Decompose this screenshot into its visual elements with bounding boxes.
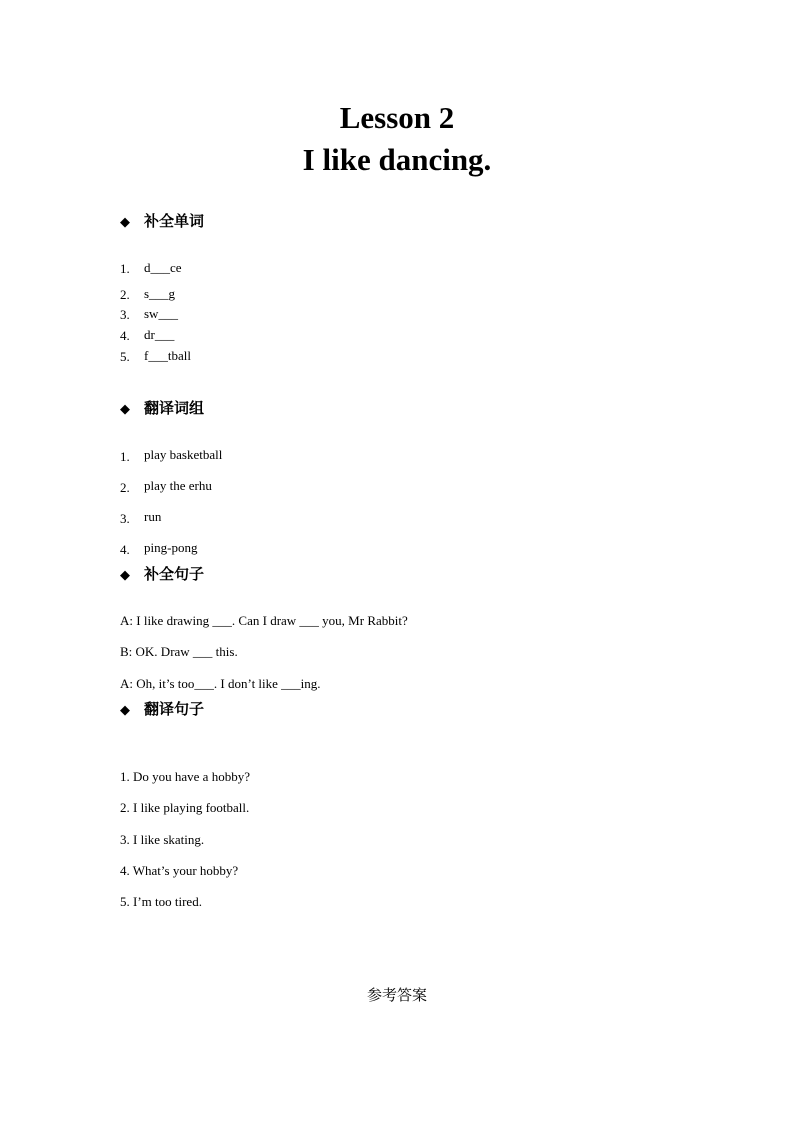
list-item-number: 3. (120, 511, 130, 526)
section-heading-translate-sentences: ◆ 翻译句子 (120, 699, 204, 721)
diamond-bullet-icon: ◆ (120, 568, 130, 583)
list-item-number: 5. (120, 349, 130, 364)
lesson-subtitle: I like dancing. (302, 142, 492, 177)
list-item-number: 4. (120, 542, 130, 557)
sentence-item: 5. I’m too tired. (120, 894, 202, 909)
answers-heading: 参考答案 (366, 986, 427, 1004)
list-item: run (144, 509, 162, 524)
list-item: d___ce (144, 260, 182, 275)
sentence-item: 2. I like playing football. (120, 800, 250, 815)
list-item: play basketball (144, 447, 223, 462)
list-item: s___g (144, 286, 176, 301)
list-item-number: 2. (120, 480, 130, 495)
dialogue-line: A: Oh, it’s too___. I don’t like ___ing. (120, 676, 321, 691)
list-item: play the erhu (144, 478, 212, 493)
list-item: ping-pong (144, 540, 198, 555)
diamond-bullet-icon: ◆ (120, 402, 130, 417)
list-item-number: 1. (120, 449, 130, 464)
diamond-bullet-icon: ◆ (120, 215, 130, 230)
list-item-number: 1. (120, 261, 130, 276)
list-item-number: 2. (120, 287, 130, 302)
dialogue-line: A: I like drawing ___. Can I draw ___ you, Mr Rabbit? (120, 613, 408, 628)
list-item: dr___ (144, 327, 175, 342)
section-heading-complete-sentences: ◆ 补全句子 (120, 564, 204, 586)
dialogue-line: B: OK. Draw ___ this. (120, 644, 238, 659)
sentence-item: 3. I like skating. (120, 832, 205, 847)
list-item-number: 4. (120, 328, 130, 343)
sentence-item: 4. What’s your hobby? (120, 863, 239, 878)
lesson-title: Lesson 2 (339, 100, 455, 135)
section-heading-complete-words: ◆ 补全单词 (120, 211, 204, 233)
diamond-bullet-icon: ◆ (120, 703, 130, 718)
sentence-item: 1. Do you have a hobby? (120, 769, 250, 784)
list-item: sw___ (144, 306, 178, 321)
section-heading-translate-phrases: ◆ 翻译词组 (120, 398, 204, 420)
list-item: f___tball (144, 348, 191, 363)
list-item-number: 3. (120, 307, 130, 322)
